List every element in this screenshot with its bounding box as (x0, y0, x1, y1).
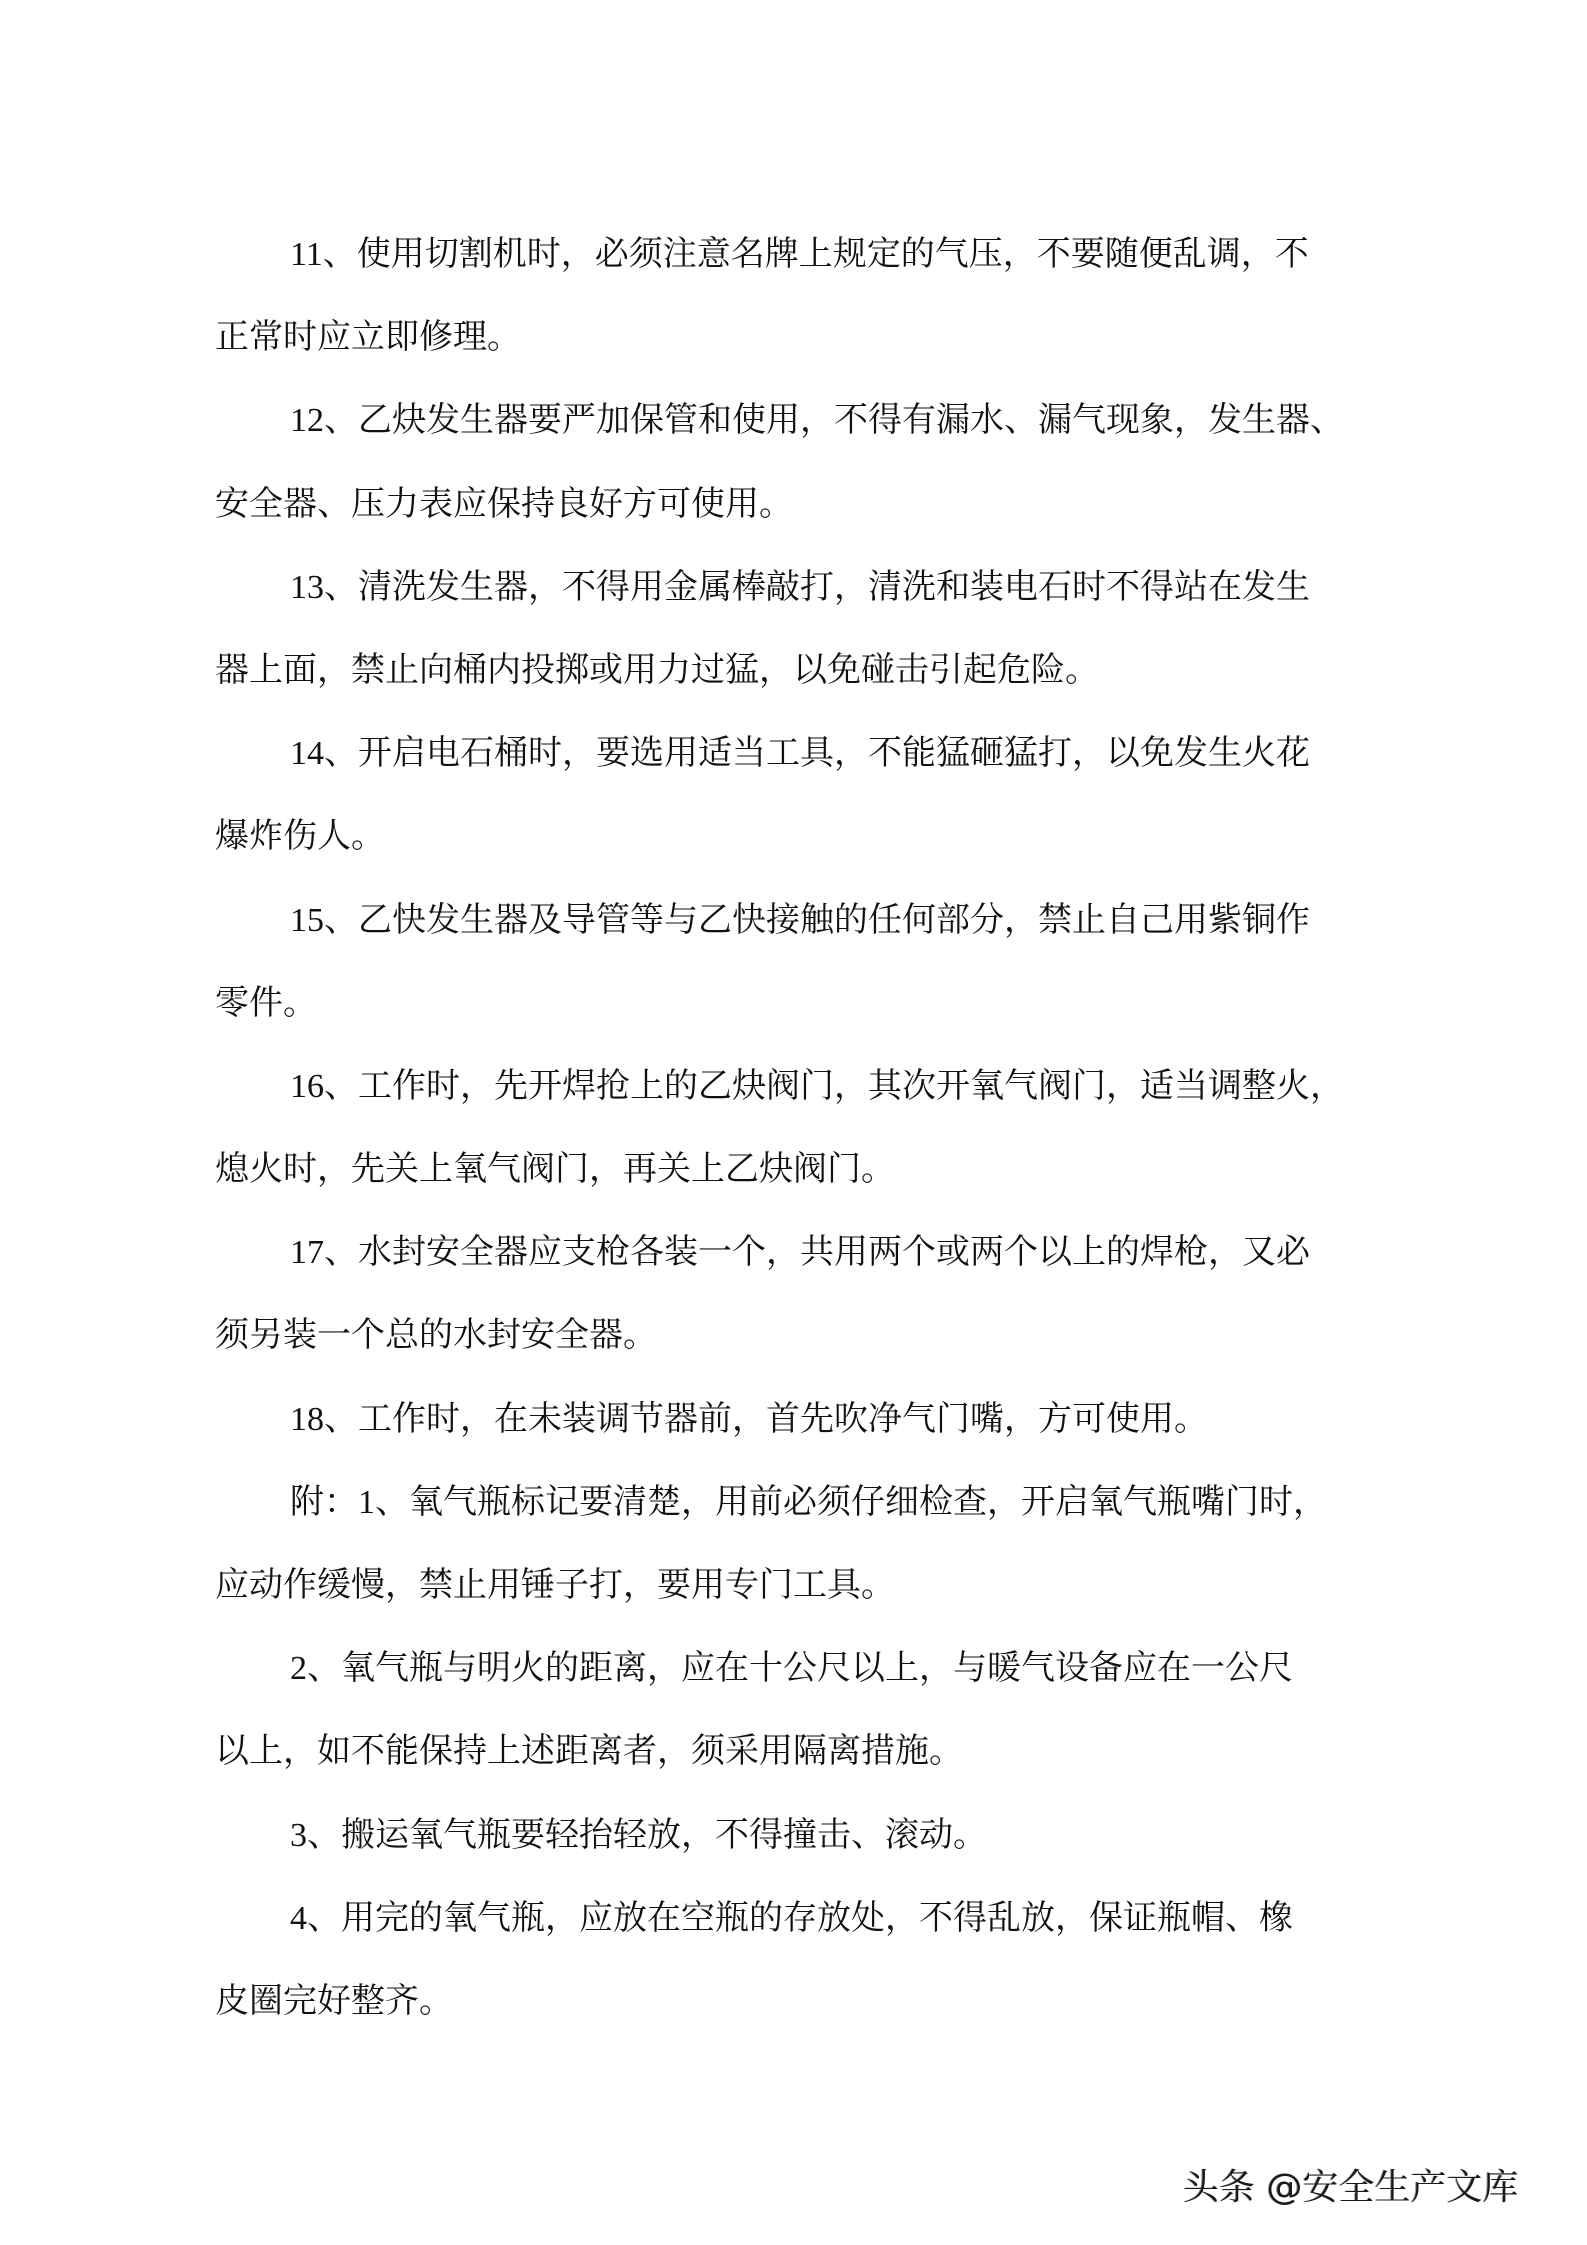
paragraph-line: 熄火时，先关上氧气阀门，再关上乙炔阀门。 (215, 1151, 895, 1189)
paragraph-line: 以上，如不能保持上述距离者，须采用隔离措施。 (215, 1733, 963, 1771)
paragraph-line: 安全器、压力表应保持良好方可使用。 (215, 485, 793, 523)
paragraph-line: 11、使用切割机时，必须注意名牌上规定的气压，不要随便乱调，不 (290, 236, 1309, 273)
paragraph-line: 13、清洗发生器，不得用金属棒敲打，清洗和装电石时不得站在发生 (290, 568, 1310, 606)
appendix-paragraph-2 (215, 1627, 1410, 1793)
paragraph-line: 附：1、氧气瓶标记要清楚，用前必须仔细检查，开启氧气瓶嘴门时， (290, 1483, 1327, 1521)
appendix-paragraph-4 (215, 1877, 1410, 2043)
paragraph-line: 14、开启电石桶时，要选用适当工具，不能猛砸猛打，以免发生火花 (290, 735, 1310, 773)
paragraph-line: 4、用完的氧气瓶，应放在空瓶的存放处，不得乱放，保证瓶帽、橡 (290, 1899, 1293, 1937)
paragraph-14 (215, 712, 1410, 878)
appendix-paragraph-3 (215, 1794, 1410, 1877)
paragraph-12 (215, 379, 1410, 545)
paragraph-line: 正常时应立即修理。 (215, 319, 521, 357)
paragraph-line: 16、工作时，先开焊抢上的乙炔阀门，其次开氧气阀门，适当调整火， (290, 1067, 1344, 1105)
paragraph-15 (215, 879, 1410, 1045)
paragraph-line: 应动作缓慢，禁止用锤子打，要用专门工具。 (215, 1567, 895, 1604)
paragraph-18 (215, 1378, 1410, 1461)
paragraph-13 (215, 546, 1410, 712)
paragraph-line: 皮圈完好整齐。 (215, 1982, 453, 2020)
paragraph-line: 15、乙快发生器及导管等与乙快接触的任何部分，禁止自己用紫铜作 (290, 901, 1310, 939)
document-body (215, 213, 1410, 2043)
paragraph-line: 须另装一个总的水封安全器。 (215, 1317, 657, 1355)
paragraph-17 (215, 1211, 1410, 1377)
paragraph-line: 12、乙炔发生器要严加保管和使用，不得有漏水、漏气现象，发生器、 (290, 402, 1344, 440)
watermark: 头条 @安全生产文库 (1183, 2167, 1519, 2208)
paragraph-line: 器上面，禁止向桶内投掷或用力过猛，以免碰击引起危险。 (215, 651, 1099, 689)
paragraph-line: 爆炸伤人。 (215, 818, 385, 856)
paragraph-line: 17、水封安全器应支枪各装一个，共用两个或两个以上的焊枪，又必 (290, 1234, 1310, 1272)
paragraph-line: 零件。 (215, 984, 317, 1022)
paragraph-line: 3、搬运氧气瓶要轻抬轻放，不得撞击、滚动。 (290, 1816, 987, 1854)
paragraph-line: 18、工作时，在未装调节器前，首先吹净气门嘴，方可使用。 (290, 1400, 1208, 1438)
appendix-paragraph-1 (215, 1461, 1410, 1627)
paragraph-line: 2、氧气瓶与明火的距离，应在十公尺以上，与暖气设备应在一公尺 (290, 1650, 1293, 1688)
paragraph-11 (215, 213, 1410, 379)
paragraph-16 (215, 1045, 1410, 1211)
